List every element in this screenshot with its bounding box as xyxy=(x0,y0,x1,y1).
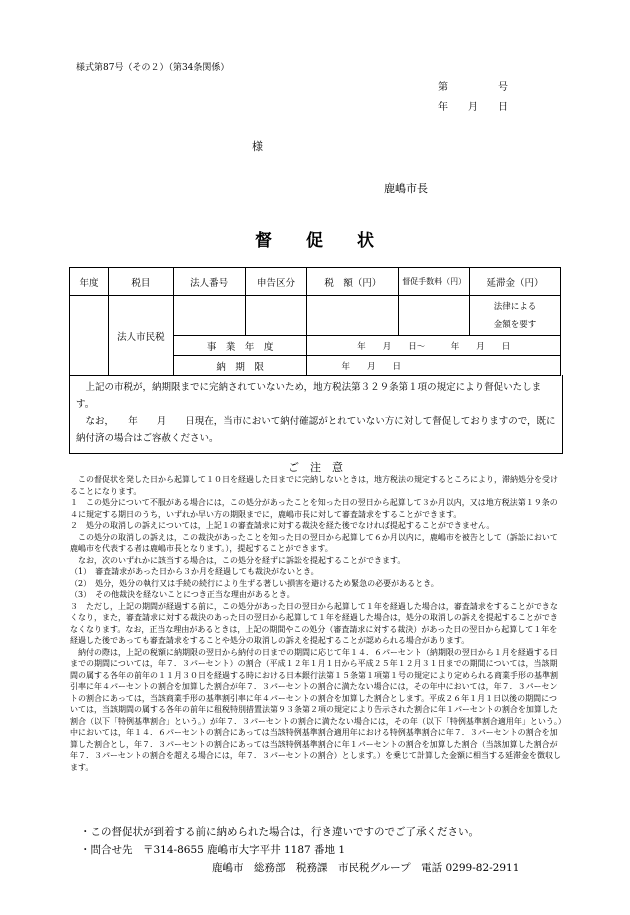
document-title: 督 促 状 xyxy=(255,231,374,251)
note-paragraph: （3） その他裁決を経ないことにつき正当な理由があるとき。 xyxy=(70,590,295,599)
note-paragraph: ２ 処分の取消しの訴えについては，上記１の審査請求に対する裁決を経た後でなければ提起することができません。 xyxy=(70,521,495,530)
note-paragraph: １ この処分について不服がある場合には，この処分があったことを知った日の翌日から起算して３か月以内，又は地方税法第１９条の４に規定する期日のうち，いずれか早い方の期限までに，鹿嶋市長に対して審査請求をすることができます。 xyxy=(70,498,558,519)
footer-contact-address: ・問合せ先 〒314-8655 鹿嶋市大字平井 1187 番地 1 xyxy=(80,844,346,856)
document-number-label: 第 号 xyxy=(438,82,508,93)
note-paragraph: 納付の際は，上記の税額に納期限の翌日から納付の日までの期間に応じて年１４．６パーセント（納期限の翌日から１月を経過する日までの期間については，年７．３パーセント）の割合（平成１２年１月１日から平成２５年１２月３１日までの期間については，当該期間の属する各年の前年の１１月３０日を経過する時における日本銀行法第１５条第１項第１号の規定により定められる商業手形の基準割引率に年４パーセントの割合を加算した割合が年７．３パーセントの割合に満たない場合には，その年中においては，年７．３パーセントの割合にあっては，当該商業手形の基準割引率に年４パーセントの割合を加算した割合とします。平成２６年１月１日以後の期間については，当該期間の属する各年の前年に租税特別措置法第９３条第２項の規定により告示された割合に年１パーセントの割合を加算した割合（以下「特例基準割合」という。）が年７．３パーセントの割合に満たない場合には，その年（以下「特例基準割合適用年」という。）中においては，年１４．６パーセントの割合にあっては当該特例基準割合適用年における特例基準割合に年７．３パーセントの割合を加算した割合とし，年７．３パーセントの割合にあっては当該特例基準割合に年１パーセントの割合を加算した割合（当該加算した割合が年７．３パーセントの割合を超える場合には，年７．３パーセントの割合）とします。）を乗じて計算した金額に相当する延滞金を徴収します。 xyxy=(70,647,562,772)
note-paragraph: この処分の取消しの訴えは，この裁決があったことを知った日の翌日から起算して６か月以内に，鹿嶋市を被告として（訴訟において鹿嶋市を代表する者は鹿嶋市長となります。），提起することができます。 xyxy=(70,532,558,553)
cell-year xyxy=(70,296,109,376)
issue-date-label: 年 月 日 xyxy=(438,102,508,113)
header-tax-item: 税目 xyxy=(108,268,173,296)
form-number: 様式第87号（その２）（第34条関係） xyxy=(76,63,230,73)
issuer-name: 鹿嶋市長 xyxy=(384,182,428,195)
late-fee-note-2: 金額を要す xyxy=(493,319,537,330)
due-date-label: 納 期 限 xyxy=(173,356,307,376)
header-corporate-number: 法人番号 xyxy=(173,268,245,296)
header-filing-type: 申告区分 xyxy=(245,268,307,296)
header-tax-amount: 税 額（円） xyxy=(307,268,399,296)
footer-contact-department: 鹿嶋市 総務部 税務課 市民税グループ 電話 0299-82-2911 xyxy=(212,862,520,874)
note-paragraph: （1） 審査請求があった日から３か月を経過しても裁決がないとき。 xyxy=(70,567,319,576)
cell-late-fee xyxy=(470,296,561,336)
addressee-suffix: 様 xyxy=(252,140,263,153)
cell-corporate-number xyxy=(173,296,245,336)
footer-notice: ・この督促状が到着する前に納められた場合は，行き違いですのでご了承ください。 xyxy=(80,826,479,838)
note-paragraph: ３ ただし，上記の期間が経過する前に，この処分があった日の翌日から起算して１年を経過した場合は，審査請求をすることができなくなり，また，審査請求に対する裁決のあった日の翌日から起算して１年を経過した場合は，処分の取消しの訴えを提起することができなくなります。なお，正当な理由があるときは，上記の期間やこの処分（審査請求に対する裁決）があった日の翌日から起算して１年を経過した後であっても審査請求をすることや処分の取消しの訴えを提起することが認められる場合があります。 xyxy=(70,601,558,645)
notes-title: ご 注 意 xyxy=(288,461,343,474)
cell-filing-type xyxy=(245,296,307,336)
period-value: 年 月 日～ 年 月 日 xyxy=(307,336,561,356)
header-late-fee: 延滞金（円） xyxy=(470,268,561,296)
due-date-value: 年 月 日 xyxy=(307,356,561,376)
period-label: 事 業 年 度 xyxy=(173,336,307,356)
message-line-1: 上記の市税が，納期限までに完納されていないため，地方税法第３２９条第１項の規定により督促いたします。 xyxy=(76,382,542,410)
header-year: 年度 xyxy=(70,268,109,296)
note-paragraph: （2） 処分，処分の執行又は手続の続行により生ずる著しい損害を避けるため緊急の必要があるとき。 xyxy=(70,578,439,588)
message-line-2: なお， 年 月 日現在，当市において納付確認がとれていない方に対して督促しておりますので，既に納付済の場合はご容赦ください。 xyxy=(76,416,556,444)
notes-section xyxy=(70,474,562,773)
note-paragraph: なお，次のいずれかに該当する場合は，この処分を経ずに訴訟を提起することができます。 xyxy=(70,555,406,565)
cell-reminder-fee xyxy=(399,296,470,336)
cell-tax-item: 法人市民税 xyxy=(108,296,173,376)
late-fee-note-1: 法律による xyxy=(493,301,537,312)
reminder-message xyxy=(69,375,563,454)
footer xyxy=(80,823,519,877)
note-paragraph: この督促状を発した日から起算して１０日を経過した日までに完納しないときは，地方税法の規定するところにより，滞納処分を受けることになります。 xyxy=(70,475,558,496)
header-reminder-fee: 督促手数料（円） xyxy=(399,268,470,296)
cell-tax-amount xyxy=(307,296,399,336)
tax-table xyxy=(69,267,561,376)
